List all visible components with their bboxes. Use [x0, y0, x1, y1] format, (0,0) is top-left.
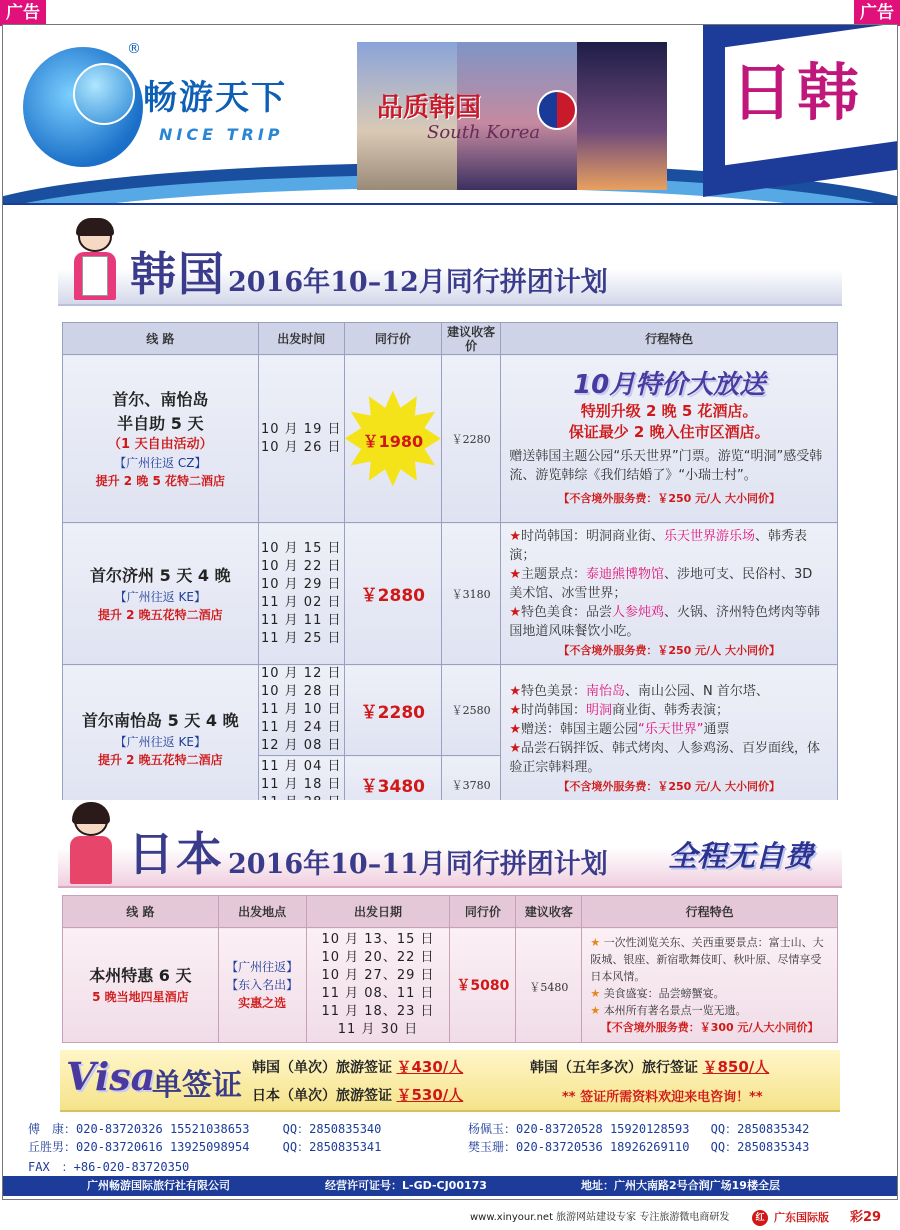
footer-edition: 广东国际版	[774, 1211, 829, 1224]
star-icon: ★	[509, 684, 521, 699]
korea-photo-collage	[357, 42, 667, 190]
contact-tel: 020-83720326	[76, 1122, 163, 1136]
brand-english: NICE TRIP	[159, 125, 284, 144]
japanese-doll-icon	[62, 800, 120, 886]
feature-item: ★主题景点：泰迪熊博物馆、涉地可支、民俗村、3D 美术馆、冰雪世界；	[509, 567, 813, 601]
contact-mobile: 15521038653	[169, 1122, 250, 1136]
korea-photo-title: 品质韩国	[377, 93, 482, 123]
visa-price: ￥430/人	[396, 1058, 464, 1076]
features-cell	[501, 523, 838, 665]
contact-row	[28, 1120, 381, 1138]
contact-qq: QQ：2850835342	[710, 1122, 810, 1136]
visa-price: ￥530/人	[396, 1086, 464, 1104]
feature-item: ★时尚韩国：明洞商业街、韩秀表演；	[509, 703, 730, 718]
date: 11 月 04 日	[261, 758, 342, 774]
features-cell	[582, 928, 838, 1043]
price-cell	[344, 355, 441, 523]
star-icon: ★	[509, 605, 521, 620]
date: 12 月 08 日	[261, 738, 342, 753]
promo-line: 保证最少 2 晚入住市区酒店。	[568, 423, 770, 441]
route-hotel: 5 晚当地四星酒店	[92, 990, 189, 1004]
route-note: （1 天自由活动）	[108, 436, 213, 452]
route-name: 本州特惠 6 天	[89, 966, 192, 985]
visa-kr-single: 韩国（单次）旅游签证 ￥430/人	[252, 1058, 464, 1076]
taegeuk-icon	[537, 90, 577, 130]
photo-tower	[577, 42, 667, 190]
dates-cell	[258, 355, 344, 523]
table-row	[63, 928, 838, 1043]
korea-tour-table	[62, 322, 838, 814]
depart-place: 【东入名出】	[226, 978, 299, 992]
price-cell	[344, 523, 441, 665]
service-note: 【不含境外服务费：￥300 元/人大小同价】	[600, 1021, 819, 1034]
route-name: 首尔济州 5 天 4 晚	[90, 565, 231, 585]
korea-country-title: 韩国	[130, 247, 226, 301]
date: 11 月 11 日	[261, 612, 342, 628]
contact-tel: 020-83720616	[76, 1140, 163, 1154]
price-value: ￥3480	[360, 777, 425, 797]
footer	[0, 1205, 900, 1230]
feature-item: ★ 一次性浏览关东、关西重要景点：富士山、大阪城、银座、新宿歌舞伎町、秋叶原、尽情享受日本风情。	[590, 936, 824, 983]
price-value: ￥2880	[360, 586, 425, 606]
date: 10 月 27、29 日	[321, 968, 435, 983]
col-depart-place: 出发地点	[218, 896, 306, 928]
feature-item: ★特色美景：南怡岛、南山公园、N 首尔塔、	[509, 684, 769, 699]
date: 11 月 10 日	[261, 702, 342, 717]
visa-title: 单签证	[152, 1068, 242, 1103]
table-row	[63, 355, 838, 523]
contact-tel: 020-83720528	[516, 1122, 603, 1136]
depart-note: 实惠之选	[238, 996, 287, 1010]
korea-photo-subtitle: South Korea	[427, 122, 541, 143]
ad-label-right: 广告	[854, 0, 900, 26]
header-divider	[3, 203, 897, 205]
date: 10 月 15 日	[261, 540, 342, 556]
contact-mobile: 18926269110	[609, 1140, 690, 1154]
company-address: 地址：广州大南路2号合润广场19楼全层	[581, 1179, 780, 1192]
footer-site: www.xinyour.net 旅游网站建设专家 专注旅游微电商研发	[470, 1212, 730, 1223]
table-header-row	[63, 323, 838, 355]
star-icon: ★	[590, 1004, 604, 1017]
route-airline: 【广州往返 CZ】	[114, 455, 207, 470]
feature-item: ★品尝石锅拌饭、韩式烤肉、人参鸡汤、百岁面线，体验正宗韩料理。	[509, 741, 820, 775]
table-header-row	[63, 896, 838, 928]
date: 10 月 26 日	[261, 439, 342, 455]
contact-row	[468, 1138, 809, 1156]
suggested-price: ￥3180	[451, 587, 491, 601]
japan-section-title	[58, 800, 842, 888]
price-value: ￥2280	[360, 702, 425, 723]
depart-place-cell	[218, 928, 306, 1043]
star-icon: ★	[509, 722, 521, 737]
contact-qq: QQ：2850835343	[710, 1140, 810, 1154]
date: 10 月 13、15 日	[321, 932, 435, 947]
date: 10 月 20、22 日	[321, 950, 435, 965]
contact-qq: QQ：2850835341	[282, 1140, 382, 1154]
feature-item: ★时尚韩国：明洞商业街、乐天世界游乐场、韩秀表演；	[509, 529, 808, 563]
route-cell	[63, 928, 219, 1043]
contact-name: 丘胜男：	[28, 1140, 77, 1154]
suggested-cell	[441, 665, 500, 756]
contact-mobile: 13925098954	[169, 1140, 250, 1154]
contact-tel: 020-83720536	[516, 1140, 603, 1154]
ad-label-left: 广告	[0, 0, 46, 26]
depart-place: 【广州往返】	[226, 960, 299, 974]
date: 10 月 29 日	[261, 576, 342, 592]
col-suggested: 建议收客	[516, 896, 582, 928]
korean-doll-icon	[66, 216, 124, 302]
contact-mobile: 15920128593	[609, 1122, 690, 1136]
feature-desc: 赠送韩国主题公园“乐天世界”门票。游览“明洞”感受韩流、游览韩综《我们结婚了》“小瑞士村”。	[509, 449, 823, 483]
contact-name: 樊玉珊：	[468, 1140, 517, 1154]
col-features: 行程特色	[582, 896, 838, 928]
contact-qq: QQ：2850835340	[282, 1122, 382, 1136]
region-badge: 日韩	[731, 56, 864, 129]
suggested-cell	[441, 523, 500, 665]
table-row	[63, 665, 838, 756]
route-airline: 【广州往返 KE】	[114, 735, 206, 749]
company-bar	[3, 1176, 897, 1196]
route-name: 首尔南怡岛 5 天 4 晚	[82, 711, 239, 730]
col-route: 线 路	[63, 896, 219, 928]
brand-name: 畅游天下	[143, 78, 287, 118]
features-cell	[501, 355, 838, 523]
table-row	[63, 523, 838, 665]
company-name: 广州畅游国际旅行社有限公司	[87, 1179, 230, 1192]
route-airline: 【广州往返 KE】	[114, 589, 206, 604]
page-number: 彩29	[850, 1210, 882, 1225]
japan-tour-table	[62, 895, 838, 1043]
route-upgrade: 提升 2 晚五花特二酒店	[97, 607, 223, 622]
service-note: 【不含境外服务费：￥250 元/人 大小同价】	[558, 644, 780, 657]
feature-item: ★ 美食盛宴：品尝螃蟹宴。	[590, 987, 725, 1000]
fax: FAX ：+86-020-83720350	[28, 1160, 190, 1174]
suggested-cell	[441, 355, 500, 523]
price-cell	[450, 928, 516, 1043]
japan-country-title: 日本	[128, 827, 224, 881]
contact-name: 杨佩玉：	[468, 1122, 517, 1136]
japan-plan-title: 2016年10–11月同行拼团计划	[228, 849, 608, 880]
dates-cell	[258, 665, 344, 756]
route-name: 半自助 5 天	[117, 413, 204, 433]
col-price: 同行价	[344, 323, 441, 355]
price-value: ￥1980	[362, 431, 424, 451]
col-route: 线 路	[63, 323, 259, 355]
korea-plan-title: 2016年10–12月同行拼团计划	[228, 267, 608, 298]
japan-tag: 全程无自费	[668, 839, 814, 873]
promo-line: 特别升级 2 晚 5 花酒店。	[580, 402, 758, 420]
star-icon: ★	[590, 987, 604, 1000]
visa-jp-single: 日本（单次）旅游签证 ￥530/人	[252, 1086, 464, 1104]
date: 11 月 08、11 日	[321, 986, 435, 1001]
date: 11 月 30 日	[337, 1022, 419, 1037]
suggested-price: ￥2280	[451, 432, 491, 446]
service-note: 【不含境外服务费：￥250 元/人 大小同价】	[558, 492, 780, 505]
date: 10 月 19 日	[261, 421, 342, 437]
contact-name: 傅 康：	[28, 1122, 77, 1136]
route-cell	[63, 523, 259, 665]
globe-icon	[73, 63, 135, 125]
dates-cell	[258, 523, 344, 665]
visa-banner	[60, 1050, 840, 1112]
date: 10 月 12 日	[261, 666, 342, 681]
suggested-price: ￥3780	[451, 778, 491, 792]
star-icon: ★	[509, 567, 521, 582]
contact-row	[468, 1120, 809, 1138]
feature-item: ★特色美食：品尝人参炖鸡、火锅、济州特色烤肉等韩国地道风味餐饮小吃。	[509, 605, 821, 639]
visa-logo: Visa	[66, 1054, 156, 1099]
edition-badge-icon: 红	[752, 1210, 768, 1226]
license-number: 经营许可证号：L-GD-CJ00173	[325, 1179, 487, 1192]
star-icon: ★	[509, 529, 521, 544]
col-depart-date: 出发日期	[306, 896, 450, 928]
suggested-price: ￥5480	[529, 980, 569, 994]
route-upgrade: 提升 2 晚五花特二酒店	[97, 753, 223, 767]
star-icon: ★	[590, 936, 604, 949]
visa-note: ** 签证所需资料欢迎来电咨询！**	[562, 1090, 763, 1105]
header-banner	[3, 25, 897, 203]
col-depart: 出发时间	[258, 323, 344, 355]
col-features: 行程特色	[501, 323, 838, 355]
date: 11 月 25 日	[261, 630, 342, 646]
route-cell	[63, 355, 259, 523]
feature-item: ★赠送：韩国主题公园“乐天世界”通票	[509, 722, 730, 737]
date: 11 月 18、23 日	[321, 1004, 435, 1019]
visa-price: ￥850/人	[702, 1058, 770, 1076]
service-note: 【不含境外服务费：￥250 元/人 大小同价】	[558, 780, 780, 793]
route-name: 首尔、南怡岛	[112, 389, 209, 409]
date: 11 月 18 日	[261, 776, 342, 792]
suggested-price: ￥2580	[451, 704, 491, 717]
features-cell	[501, 665, 838, 814]
korea-section-title	[58, 216, 842, 306]
visa-kr-multi: 韩国（五年多次）旅行签证 ￥850/人	[530, 1058, 770, 1076]
contact-row	[28, 1138, 381, 1156]
route-cell	[63, 665, 259, 814]
promo-title: 10月特价大放送	[573, 370, 766, 400]
feature-item: ★ 本州所有著名景点一览无遗。	[590, 1004, 747, 1017]
dates-cell	[306, 928, 450, 1043]
star-icon: ★	[509, 703, 521, 718]
star-icon: ★	[509, 741, 521, 756]
date: 10 月 28 日	[261, 684, 342, 699]
col-price: 同行价	[450, 896, 516, 928]
price-burst	[345, 391, 441, 487]
suggested-cell	[516, 928, 582, 1043]
registered-mark: ®	[127, 41, 141, 57]
col-suggested: 建议收客价	[441, 323, 500, 355]
date: 11 月 02 日	[261, 594, 342, 610]
date: 11 月 24 日	[261, 720, 342, 735]
price-cell	[344, 665, 441, 756]
date: 10 月 22 日	[261, 558, 342, 574]
route-upgrade: 提升 2 晚 5 花特二酒店	[95, 473, 226, 488]
price-value: ￥5080	[456, 978, 510, 994]
